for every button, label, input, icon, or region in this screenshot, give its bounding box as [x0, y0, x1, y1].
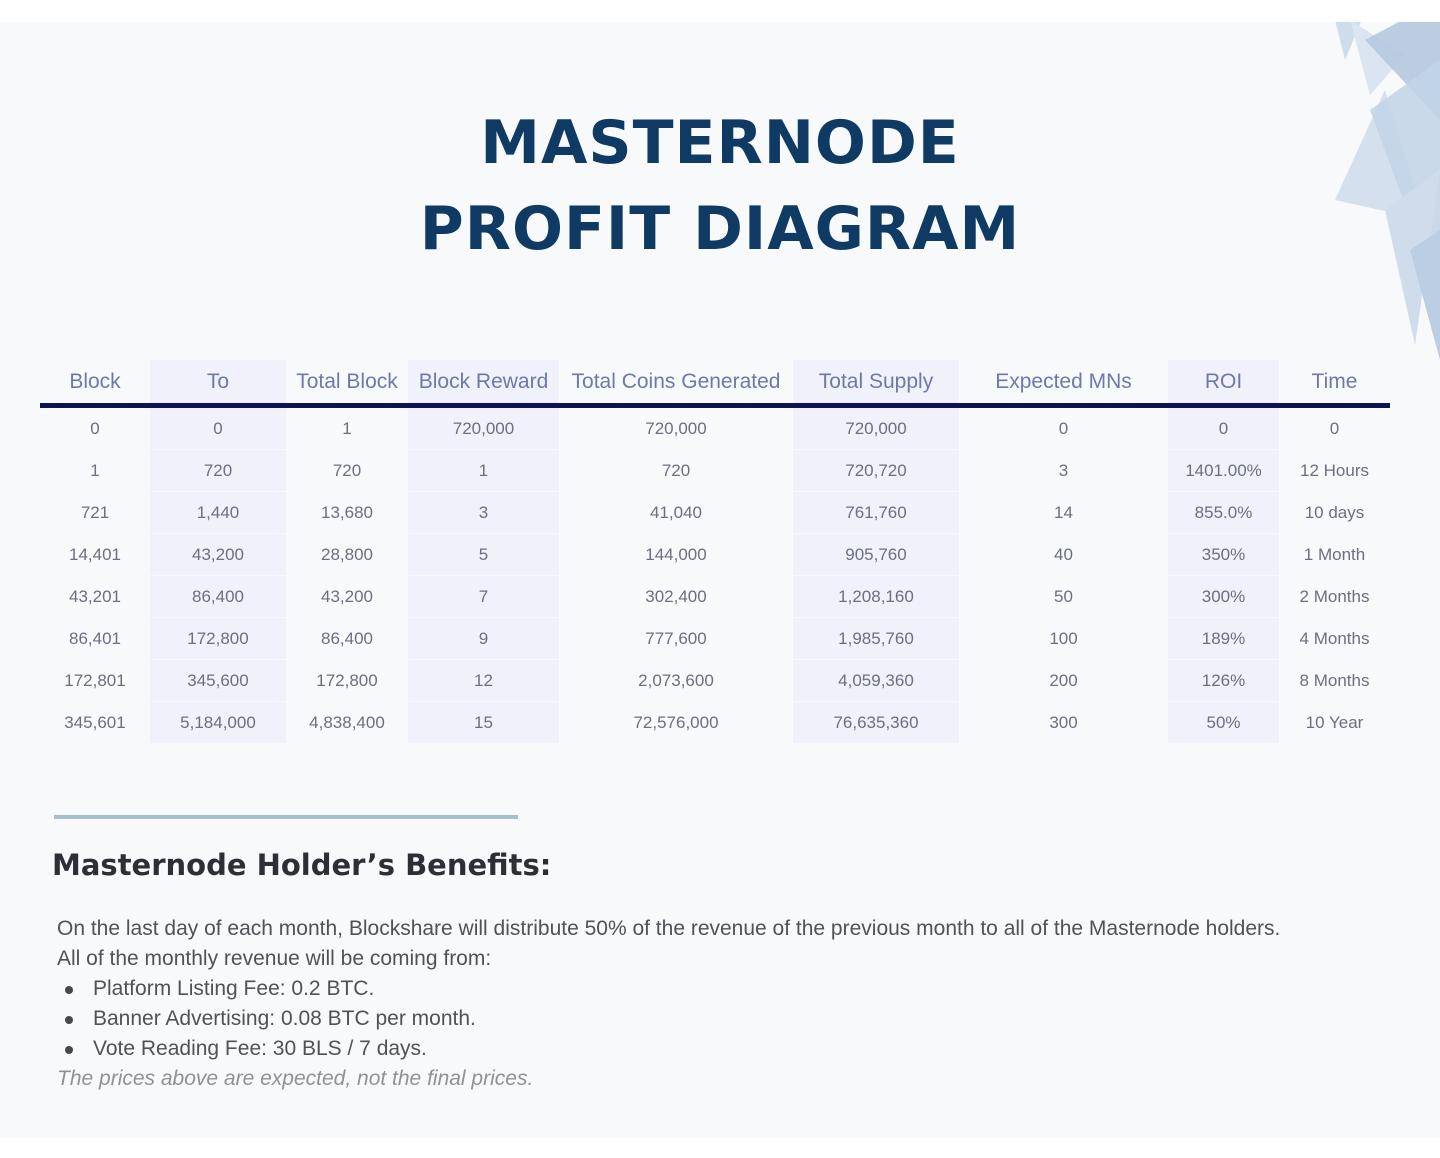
table-cell: 1 Month	[1303, 545, 1366, 564]
column-header: Time	[1279, 360, 1390, 406]
column-header: Block	[40, 360, 150, 406]
table-cell: 43,200	[150, 534, 286, 576]
table-cell: 0	[150, 406, 286, 451]
column-header: To	[150, 360, 286, 406]
table-cell: 86,400	[150, 576, 286, 618]
pricing-note: The prices above are expected, not the final prices.	[57, 1067, 534, 1090]
table-cell: 3	[1058, 461, 1069, 480]
table-cell: 777,600	[645, 629, 707, 648]
table-cell: 1	[408, 450, 559, 492]
table-cell: 3	[408, 492, 559, 534]
table-cell: 0	[1329, 419, 1340, 438]
table-cell: 1,440	[150, 492, 286, 534]
table-cell: 345,601	[64, 713, 126, 732]
table-cell: 905,760	[793, 534, 959, 576]
table-cell: 144,000	[645, 545, 707, 564]
table-cell: 10 days	[1304, 503, 1365, 522]
list-item-text: Platform Listing Fee: 0.2 BTC.	[93, 977, 375, 1000]
table-cell: 12 Hours	[1300, 461, 1369, 480]
table-cell: 350%	[1168, 534, 1279, 576]
table-cell: 172,800	[316, 671, 378, 690]
table-row	[40, 406, 1390, 451]
benefits-list	[57, 974, 1427, 1064]
table-cell: 10 Year	[1305, 713, 1364, 732]
table-cell: 50%	[1168, 702, 1279, 744]
bullet-icon	[65, 1016, 73, 1024]
table-cell: 13,680	[321, 503, 373, 522]
table-body	[40, 406, 1390, 745]
table-header-row	[40, 360, 1390, 406]
table-row	[40, 660, 1390, 702]
table-row	[40, 450, 1390, 492]
table-cell: 1,208,160	[793, 576, 959, 618]
column-header: Expected MNs	[959, 360, 1168, 406]
table-cell: 1	[342, 419, 352, 438]
benefits-heading: Masternode Holder’s Benefits:	[52, 848, 552, 882]
column-header: Total Block	[286, 360, 408, 406]
table-cell: 72,576,000	[633, 713, 719, 732]
column-header: Block Reward	[408, 360, 559, 406]
table-cell: 720,720	[793, 450, 959, 492]
table-cell: 40	[1054, 545, 1073, 564]
table-cell: 300	[1049, 713, 1078, 732]
table-cell: 855.0%	[1168, 492, 1279, 534]
table-cell: 0	[1168, 406, 1279, 451]
table-cell: 200	[1049, 671, 1078, 690]
table-cell: 1401.00%	[1168, 450, 1279, 492]
table-cell: 43,201	[69, 587, 121, 606]
table-cell: 720	[332, 461, 362, 480]
page	[0, 22, 1440, 1138]
table-cell: 43,200	[321, 587, 373, 606]
table-cell: 8 Months	[1299, 671, 1370, 690]
table-cell: 126%	[1168, 660, 1279, 702]
table-cell: 7	[408, 576, 559, 618]
table-cell: 172,801	[64, 671, 126, 690]
benefits-intro-2: All of the monthly revenue will be coming from:	[57, 947, 492, 970]
table-cell: 0	[1058, 419, 1069, 438]
profit-table-container	[40, 360, 1390, 744]
table-cell: 720,000	[793, 406, 959, 451]
profit-table	[40, 360, 1390, 744]
table-cell: 4,838,400	[309, 713, 385, 732]
benefits-body	[57, 914, 1427, 1094]
table-cell: 9	[408, 618, 559, 660]
table-cell: 300%	[1168, 576, 1279, 618]
table-cell: 2,073,600	[638, 671, 714, 690]
list-item	[57, 1004, 1427, 1034]
list-item-text: Vote Reading Fee: 30 BLS / 7 days.	[93, 1037, 427, 1060]
table-cell: 15	[408, 702, 559, 744]
table-cell: 14	[1054, 503, 1073, 522]
section-divider	[54, 815, 518, 819]
table-row	[40, 576, 1390, 618]
table-cell: 720	[150, 450, 286, 492]
table-cell: 1,985,760	[793, 618, 959, 660]
bullet-icon	[65, 986, 73, 994]
column-header: Total Coins Generated	[559, 360, 793, 406]
table-cell: 28,800	[321, 545, 373, 564]
table-cell: 0	[90, 419, 100, 438]
table-cell: 721	[80, 503, 110, 522]
table-cell: 50	[1054, 587, 1073, 606]
table-cell: 189%	[1168, 618, 1279, 660]
table-cell: 1	[90, 461, 100, 480]
table-row	[40, 618, 1390, 660]
table-cell: 76,635,360	[793, 702, 959, 744]
table-cell: 5	[408, 534, 559, 576]
table-cell: 14,401	[69, 545, 121, 564]
table-cell: 41,040	[650, 503, 702, 522]
table-cell: 761,760	[793, 492, 959, 534]
table-cell: 86,400	[321, 629, 373, 648]
title-line-1: MASTERNODE	[480, 108, 960, 178]
table-cell: 720,000	[408, 406, 559, 451]
table-cell: 5,184,000	[150, 702, 286, 744]
title-line-2: PROFIT DIAGRAM	[419, 194, 1021, 264]
table-cell: 2 Months	[1299, 587, 1370, 606]
page-title	[0, 100, 1440, 272]
benefits-intro-1: On the last day of each month, Blockshare will distribute 50% of the revenue of the previous month to all of the Masternode holders.	[57, 917, 1281, 940]
list-item	[57, 1034, 1427, 1064]
list-item-text: Banner Advertising: 0.08 BTC per month.	[93, 1007, 476, 1030]
table-cell: 12	[408, 660, 559, 702]
table-cell: 720	[661, 461, 691, 480]
table-row	[40, 534, 1390, 576]
table-cell: 172,800	[150, 618, 286, 660]
table-cell: 302,400	[645, 587, 707, 606]
table-cell: 4 Months	[1299, 629, 1370, 648]
column-header: Total Supply	[793, 360, 959, 406]
list-item	[57, 974, 1427, 1004]
table-cell: 720,000	[645, 419, 707, 438]
table-cell: 4,059,360	[793, 660, 959, 702]
table-row	[40, 702, 1390, 744]
table-row	[40, 492, 1390, 534]
table-cell: 86,401	[69, 629, 121, 648]
column-header: ROI	[1168, 360, 1279, 406]
table-cell: 345,600	[150, 660, 286, 702]
table-cell: 100	[1049, 629, 1078, 648]
bullet-icon	[65, 1046, 73, 1054]
